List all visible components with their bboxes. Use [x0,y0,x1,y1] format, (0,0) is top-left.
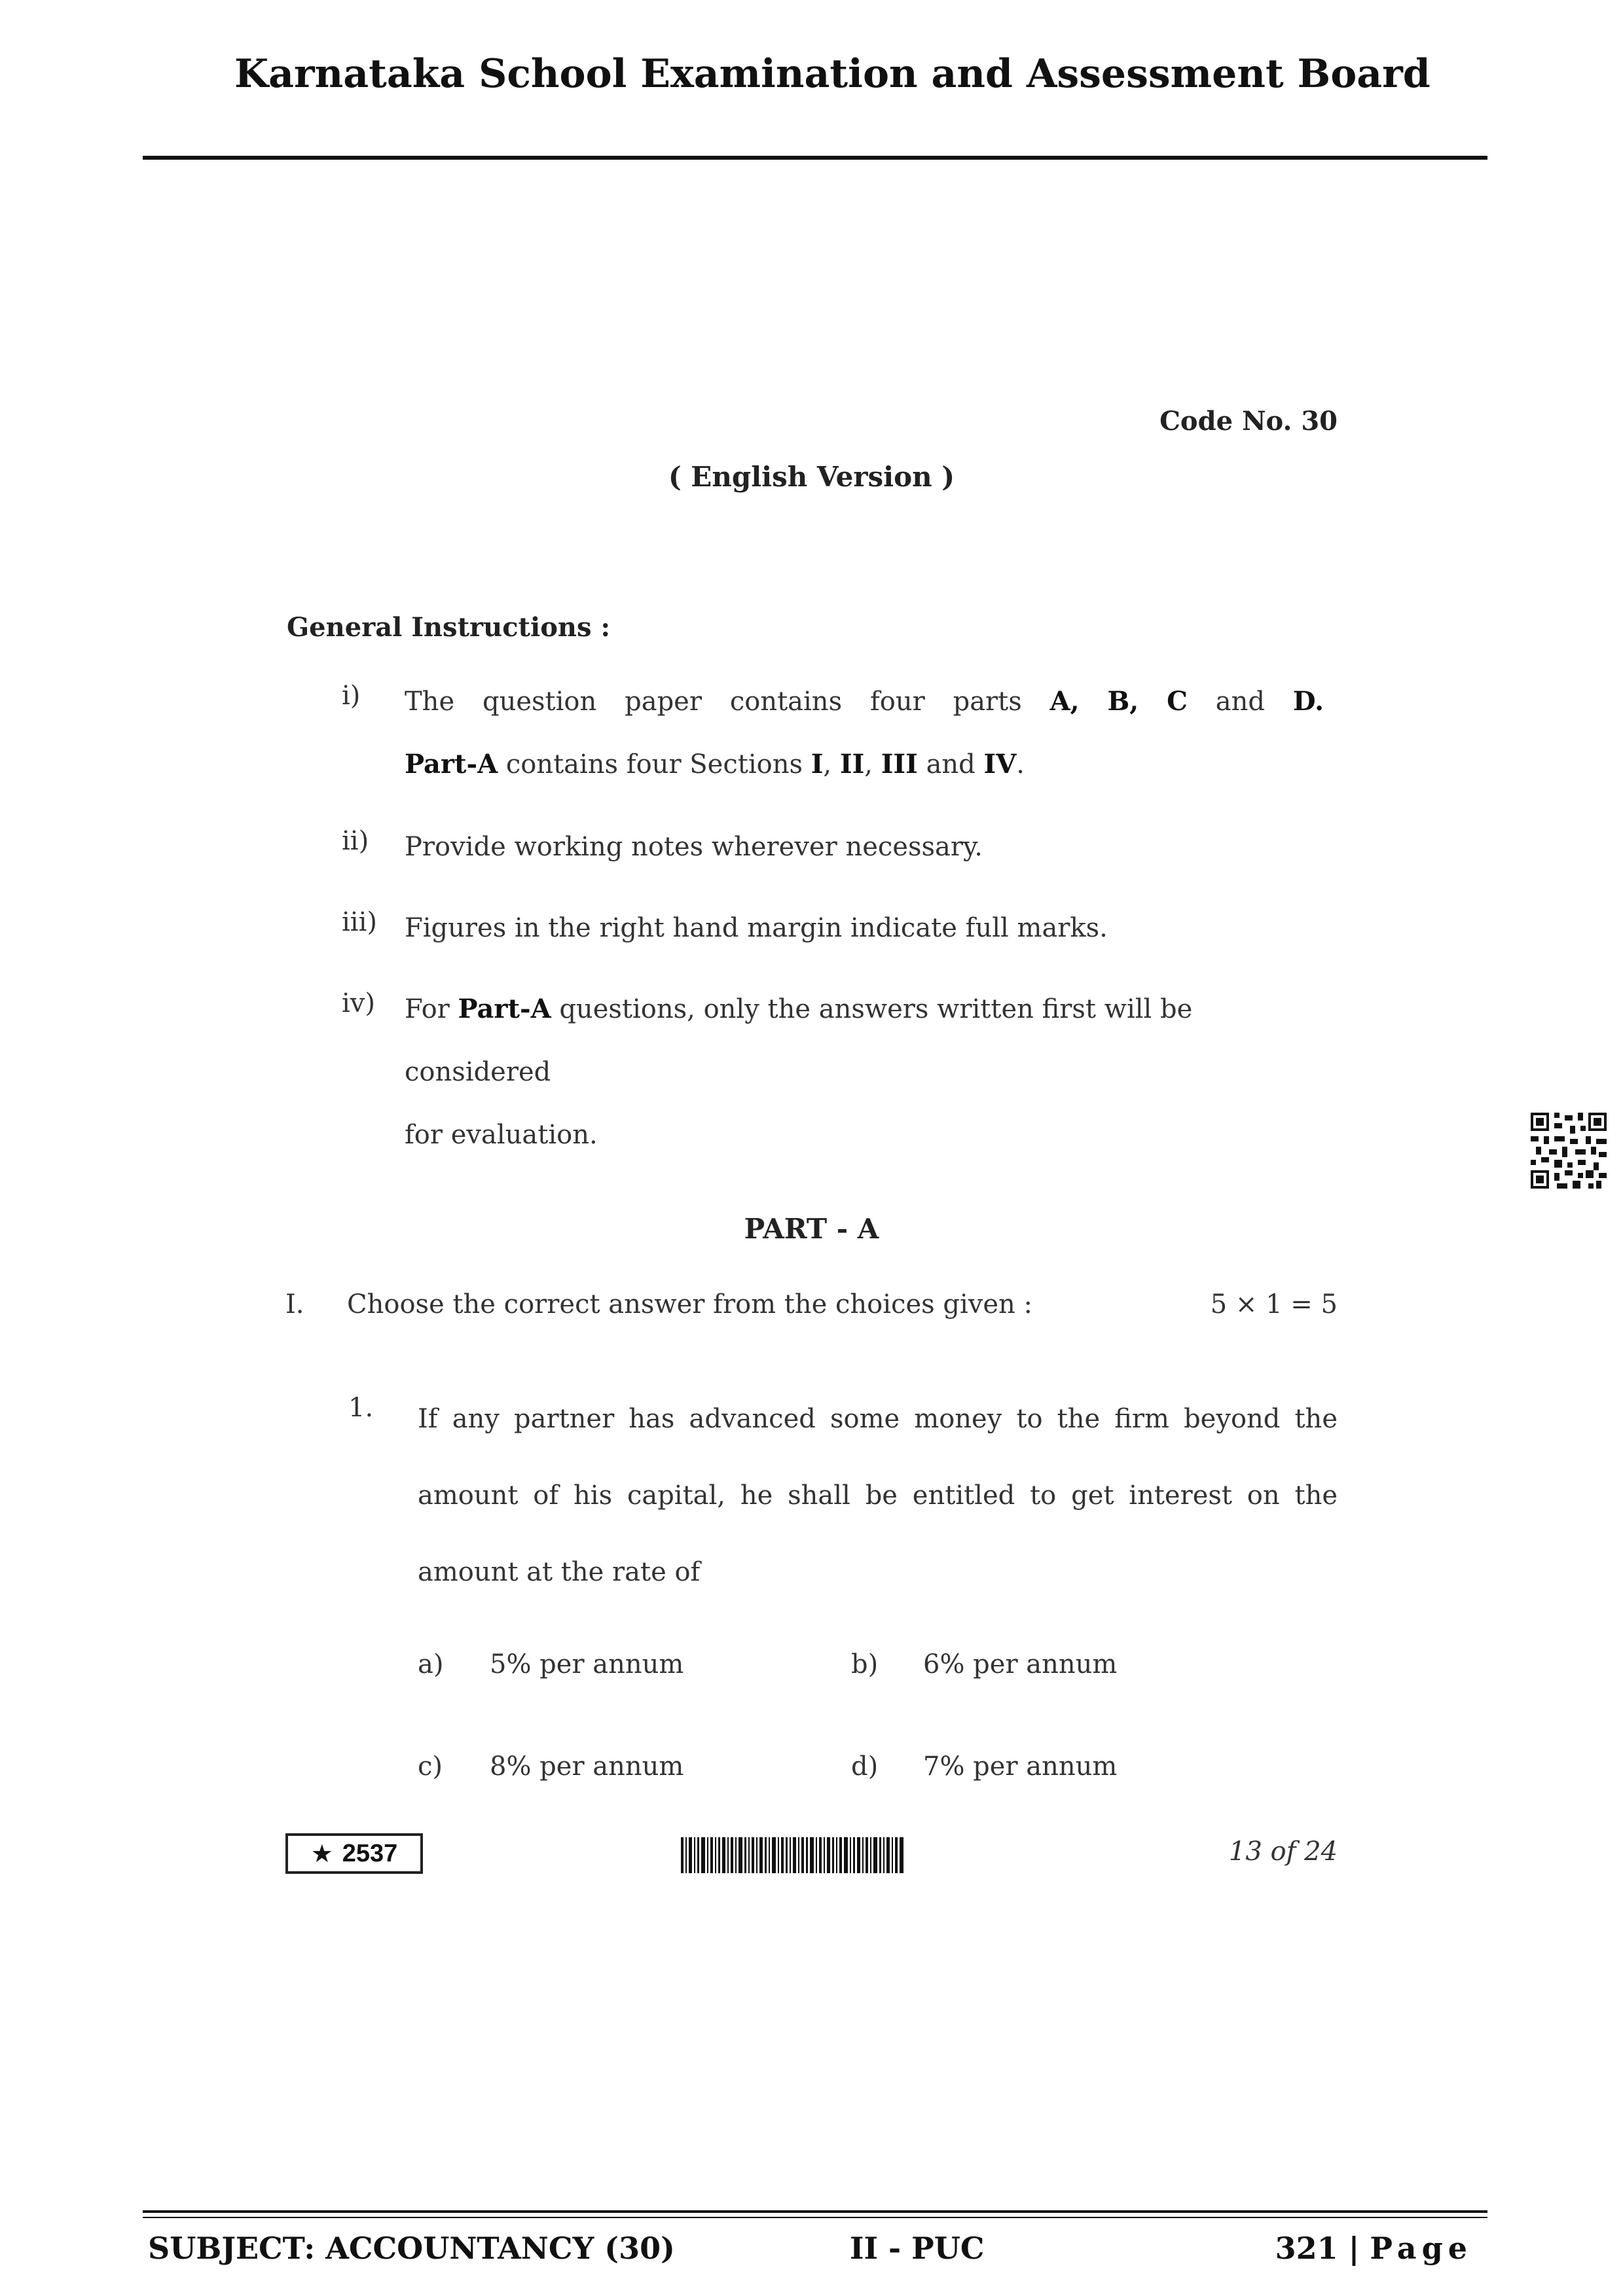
part-a-heading: PART - A [744,1213,879,1245]
instruction-1-line-1: The question paper contains four parts A, B, C and D. [405,686,1324,717]
paper-stamp [285,1833,423,1874]
option-a-text: 5% per annum [490,1649,684,1679]
option-c-letter: c) [418,1751,443,1782]
question-line: amount of his capital, he shall be entitled to get interest on the [418,1480,1338,1511]
instruction-number: i) [342,681,361,711]
option-d-letter: d) [851,1751,879,1782]
instruction-item-4 [405,978,1324,1166]
instruction-number: iv) [342,988,375,1018]
footer-level: II - PUC [850,2231,985,2266]
header-divider [143,156,1487,160]
instruction-item-3: Figures in the right hand margin indicate full marks. [405,913,1108,943]
question-line: amount at the rate of [418,1557,701,1587]
footer-divider-thin [143,2217,1487,2218]
page-of-indicator: 13 of 24 [1228,1837,1338,1867]
instruction-4-line-1: For Part-A questions, only the answers written first will be considered [405,994,1193,1087]
footer-subject: SUBJECT: ACCOUNTANCY (30) [148,2231,675,2266]
section-marks: 5 × 1 = 5 [1210,1289,1338,1319]
code-number: Code No. 30 [1159,406,1338,437]
option-a-letter: a) [418,1649,444,1679]
question-number: 1. [348,1393,374,1423]
section-number: I. [285,1289,304,1319]
instruction-4-line-2: for evaluation. [405,1120,598,1150]
instruction-item-2: Provide working notes wherever necessary. [405,832,983,862]
footer-divider [143,2210,1487,2213]
instruction-1-line-2: Part-A contains four Sections I, II, III and IV. [405,749,1025,780]
qr-code-icon [1531,1113,1607,1189]
question-line: If any partner has advanced some money to the firm beyond the [418,1404,1338,1434]
section-instruction: Choose the correct answer from the choices given : [347,1289,1032,1319]
stamp-number: 2537 [342,1839,398,1867]
version-label: ( English Version ) [668,461,955,493]
general-instructions-heading: General Instructions : [287,612,611,643]
option-c-text: 8% per annum [490,1751,684,1782]
footer-page-number: 321 | Page [1275,2231,1472,2266]
star-icon: ★ [310,1840,333,1868]
instruction-number: ii) [342,826,369,856]
option-d-text: 7% per annum [923,1751,1118,1782]
instruction-item-1 [405,670,1324,796]
barcode-icon [681,1837,903,1873]
option-b-letter: b) [851,1649,879,1679]
option-b-text: 6% per annum [923,1649,1118,1679]
instruction-number: iii) [342,907,377,937]
question-1-text [418,1381,1338,1611]
board-title: Karnataka School Examination and Assessment Board [234,51,1431,97]
